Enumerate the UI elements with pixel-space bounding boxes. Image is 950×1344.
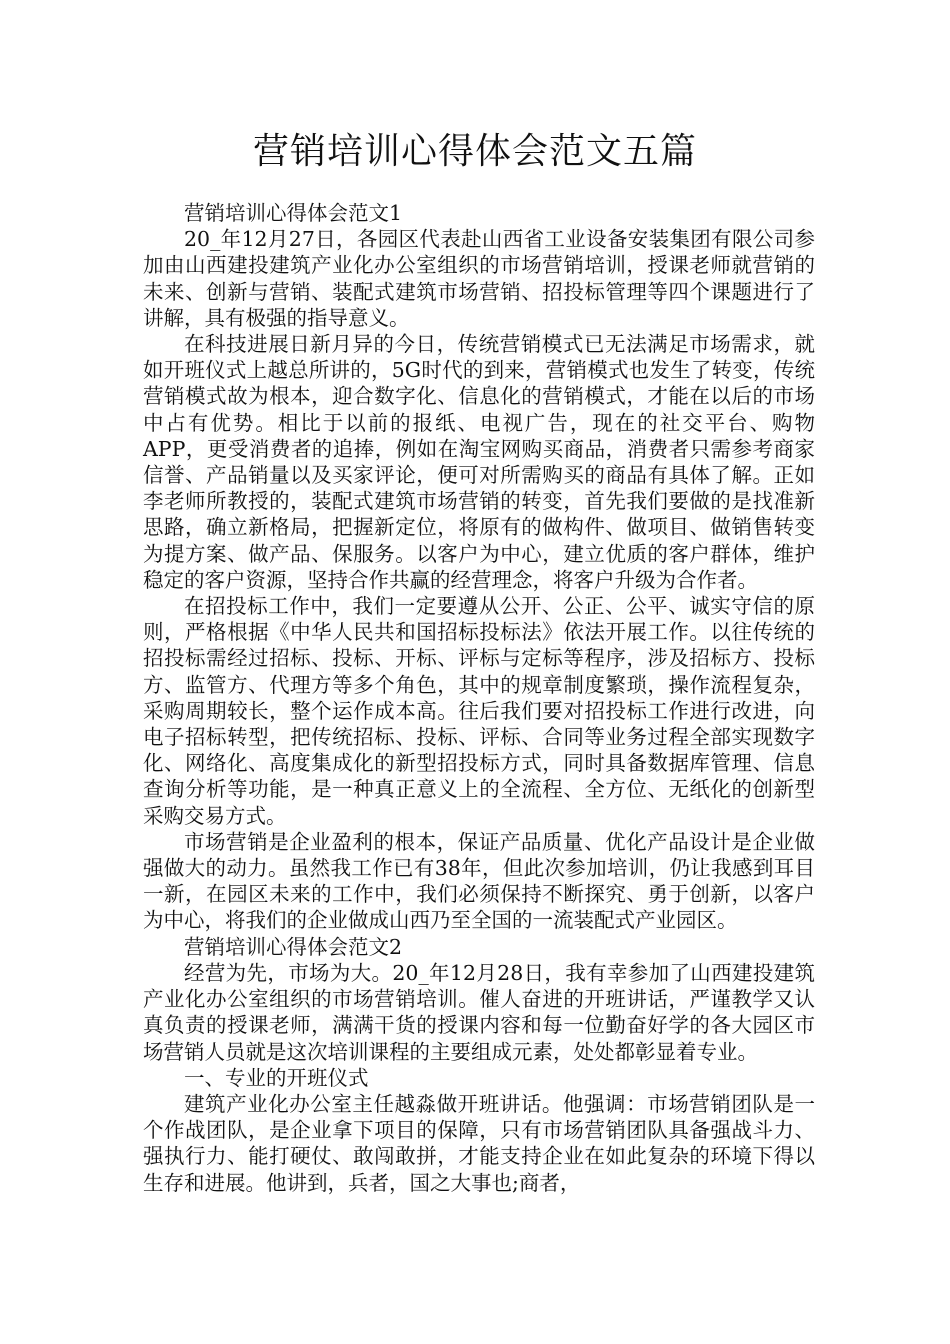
paragraph: 在招投标工作中，我们一定要遵从公开、公正、公平、诚实守信的原则，严格根据《中华人民共和国招标投标法》依法开展工作。以往传统的招投标需经过招标、投标、开标、评标与定标等程序，涉及招标方、投标方、监管方、代理方等多个角色，其中的规章制度繁琐，操作流程复杂，采购周期较长，整个运作成本高。往后我们要对招投标工作进行改进，向电子招标转型，把传统招标、投标、评标、合同等业务过程全部实现数字化、网络化、高度集成化的新型招投标方式，同时具备数据库管理、信息查询分析等功能，是一种真正意义上的全流程、全方位、无纸化的创新型采购交易方式。 bbox=[143, 594, 815, 828]
document-body bbox=[143, 200, 815, 1196]
paragraph: 经营为先，市场为大。20_年12月28日，我有幸参加了山西建投建筑产业化办公室组织的市场营销培训。催人奋进的开班讲话，严谨教学又认真负责的授课老师，满满干货的授课内容和每一位勤奋好学的各大园区市场营销人员就是这次培训课程的主要组成元素，处处都彰显着专业。 bbox=[143, 960, 815, 1064]
paragraph: 在科技进展日新月异的今日，传统营销模式已无法满足市场需求，就如开班仪式上越总所讲的，5G时代的到来，营销模式也发生了转变，传统营销模式故为根本，迎合数字化、信息化的营销模式，才能在以后的市场中占有优势。相比于以前的报纸、电视广告，现在的社交平台、购物APP，更受消费者的追捧，例如在淘宝网购买商品，消费者只需参考商家信誉、产品销量以及买家评论，便可对所需购买的商品有具体了解。正如李老师所教授的，装配式建筑市场营销的转变，首先我们要做的是找准新思路，确立新格局，把握新定位，将原有的做构件、做项目、做销售转变为提方案、做产品、保服务。以客户为中心，建立优质的客户群体，维护稳定的客户资源，坚持合作共赢的经营理念，将客户升级为合作者。 bbox=[143, 332, 815, 592]
paragraph: 20_年12月27日，各园区代表赴山西省工业设备安装集团有限公司参加由山西建投建筑产业化办公室组织的市场营销培训，授课老师就营销的未来、创新与营销、装配式建筑市场营销、招投标管理等四个课题进行了讲解，具有极强的指导意义。 bbox=[143, 227, 815, 330]
document-title: 营销培训心得体会范文五篇 bbox=[252, 131, 697, 172]
paragraph: 一、专业的开班仪式 bbox=[184, 1065, 369, 1090]
paragraph: 建筑产业化办公室主任越淼做开班讲话。他强调：市场营销团队是一个作战团队，是企业拿下项目的保障，只有市场营销团队具备强战斗力、强执行力、能打硬仗、敢闯敢拼，才能支持企业在如此复杂的环境下得以生存和进展。他讲到，兵者，国之大事也;商者， bbox=[143, 1091, 815, 1195]
paragraph: 市场营销是企业盈利的根本，保证产品质量、优化产品设计是企业做强做大的动力。虽然我工作已有38年，但此次参加培训，仍让我感到耳目一新，在园区未来的工作中，我们必须保持不断探究、勇于创新，以客户为中心，将我们的企业做成山西乃至全国的一流装配式产业园区。 bbox=[143, 829, 815, 933]
paragraph: 营销培训心得体会范文2 bbox=[184, 934, 403, 959]
paragraph: 营销培训心得体会范文1 bbox=[184, 201, 403, 225]
